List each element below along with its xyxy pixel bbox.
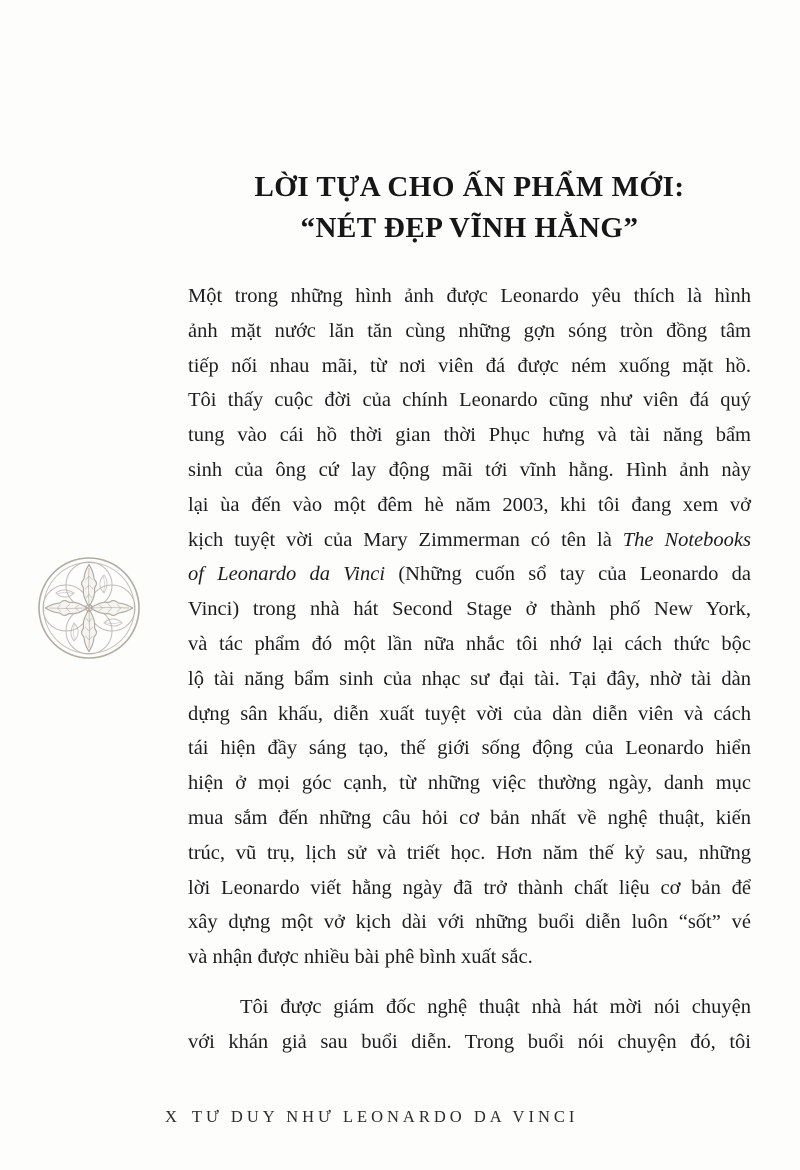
body-line <box>188 905 751 940</box>
text-segment: tái hiện đầy sáng tạo, thế giới sống động của Leonardo hiển <box>188 737 751 760</box>
text-segment: (Những cuốn sổ tay của Leonardo da <box>385 563 752 586</box>
body-line <box>188 453 751 488</box>
body-line <box>188 488 751 523</box>
page-title <box>188 167 751 249</box>
text-segment: lại ùa đến vào một đêm hè năm 2003, khi tôi đang xem vở <box>188 493 751 516</box>
body-line <box>188 1025 751 1060</box>
body-line <box>188 349 751 384</box>
text-segment: lộ tài năng bẩm sinh của nhạc sư đại tài. Tại đây, nhờ tài dàn <box>188 667 751 690</box>
text-segment: kịch tuyệt vời của Mary Zimmerman có tên là <box>188 528 623 551</box>
page-number: X <box>165 1107 181 1126</box>
text-segment: ảnh mặt nước lăn tăn cùng những gợn sóng tròn đồng tâm <box>188 319 751 342</box>
body-line <box>188 383 751 418</box>
title-line-1: LỜI TỰA CHO ẤN PHẨM MỚI: <box>254 171 685 203</box>
rosette-ornament-icon <box>37 556 141 660</box>
paragraph <box>188 279 751 975</box>
title-line-2: “NÉT ĐẸP VĨNH HẰNG” <box>300 212 639 244</box>
body-line <box>188 731 751 766</box>
text-segment: lời Leonardo viết hằng ngày đã trở thành chất liệu cơ bản để <box>188 876 751 899</box>
running-title: TƯ DUY NHƯ LEONARDO DA VINCI <box>191 1107 579 1126</box>
text-segment: Tôi thấy cuộc đời của chính Leonardo cũng như viên đá quý <box>188 389 751 412</box>
body-line <box>188 801 751 836</box>
text-segment: mua sắm đến những câu hỏi cơ bản nhất về nghệ thuật, kiến <box>188 806 751 829</box>
body-line <box>188 279 751 314</box>
body-line <box>188 418 751 453</box>
paragraph <box>188 990 751 1060</box>
text-segment: sinh của ông cứ lay động mãi tới vĩnh hằng. Hình ảnh này <box>188 458 751 481</box>
text-segment: trúc, vũ trụ, lịch sử và triết học. Hơn năm thế kỷ sau, những <box>188 841 751 864</box>
text-segment: tung vào cái hồ thời gian thời Phục hưng và tài năng bẩm <box>188 424 751 447</box>
body-line <box>188 871 751 906</box>
text-segment: hiện ở mọi góc cạnh, từ những việc thường ngày, danh mục <box>188 772 751 795</box>
text-segment: và tác phẩm đó một lần nữa nhắc tôi nhớ lại cách thức bộc <box>188 632 751 655</box>
body-line <box>188 523 751 558</box>
text-segment: tiếp nối nhau mãi, từ nơi viên đá được ném xuống mặt hồ. <box>188 354 751 377</box>
text-segment: với khán giả sau buổi diễn. Trong buổi nói chuyện đó, tôi <box>188 1030 751 1053</box>
body-line <box>188 990 751 1025</box>
body-line <box>188 627 751 662</box>
body-line <box>188 697 751 732</box>
italic-text-segment: The Notebooks <box>622 528 751 551</box>
body-line <box>188 662 751 697</box>
body-line <box>188 940 751 975</box>
body-line <box>188 557 751 592</box>
body-line <box>188 314 751 349</box>
text-segment: và nhận được nhiều bài phê bình xuất sắc. <box>188 946 533 969</box>
footer <box>165 1107 578 1127</box>
text-segment: dựng sân khấu, diễn xuất tuyệt vời của dàn diễn viên và cách <box>188 702 751 725</box>
text-segment: xây dựng một vở kịch dài với những buổi diễn luôn “sốt” vé <box>188 911 751 934</box>
body-text <box>188 279 751 1060</box>
italic-text-segment: of Leonardo da Vinci <box>188 563 386 586</box>
text-segment: Một trong những hình ảnh được Leonardo yêu thích là hình <box>188 285 751 307</box>
text-segment: Tôi được giám đốc nghệ thuật nhà hát mời nói chuyện <box>240 995 751 1018</box>
text-segment: Vinci) trong nhà hát Second Stage ở thành phố New York, <box>188 598 751 621</box>
body-line <box>188 766 751 801</box>
body-line <box>188 592 751 627</box>
body-line <box>188 836 751 871</box>
